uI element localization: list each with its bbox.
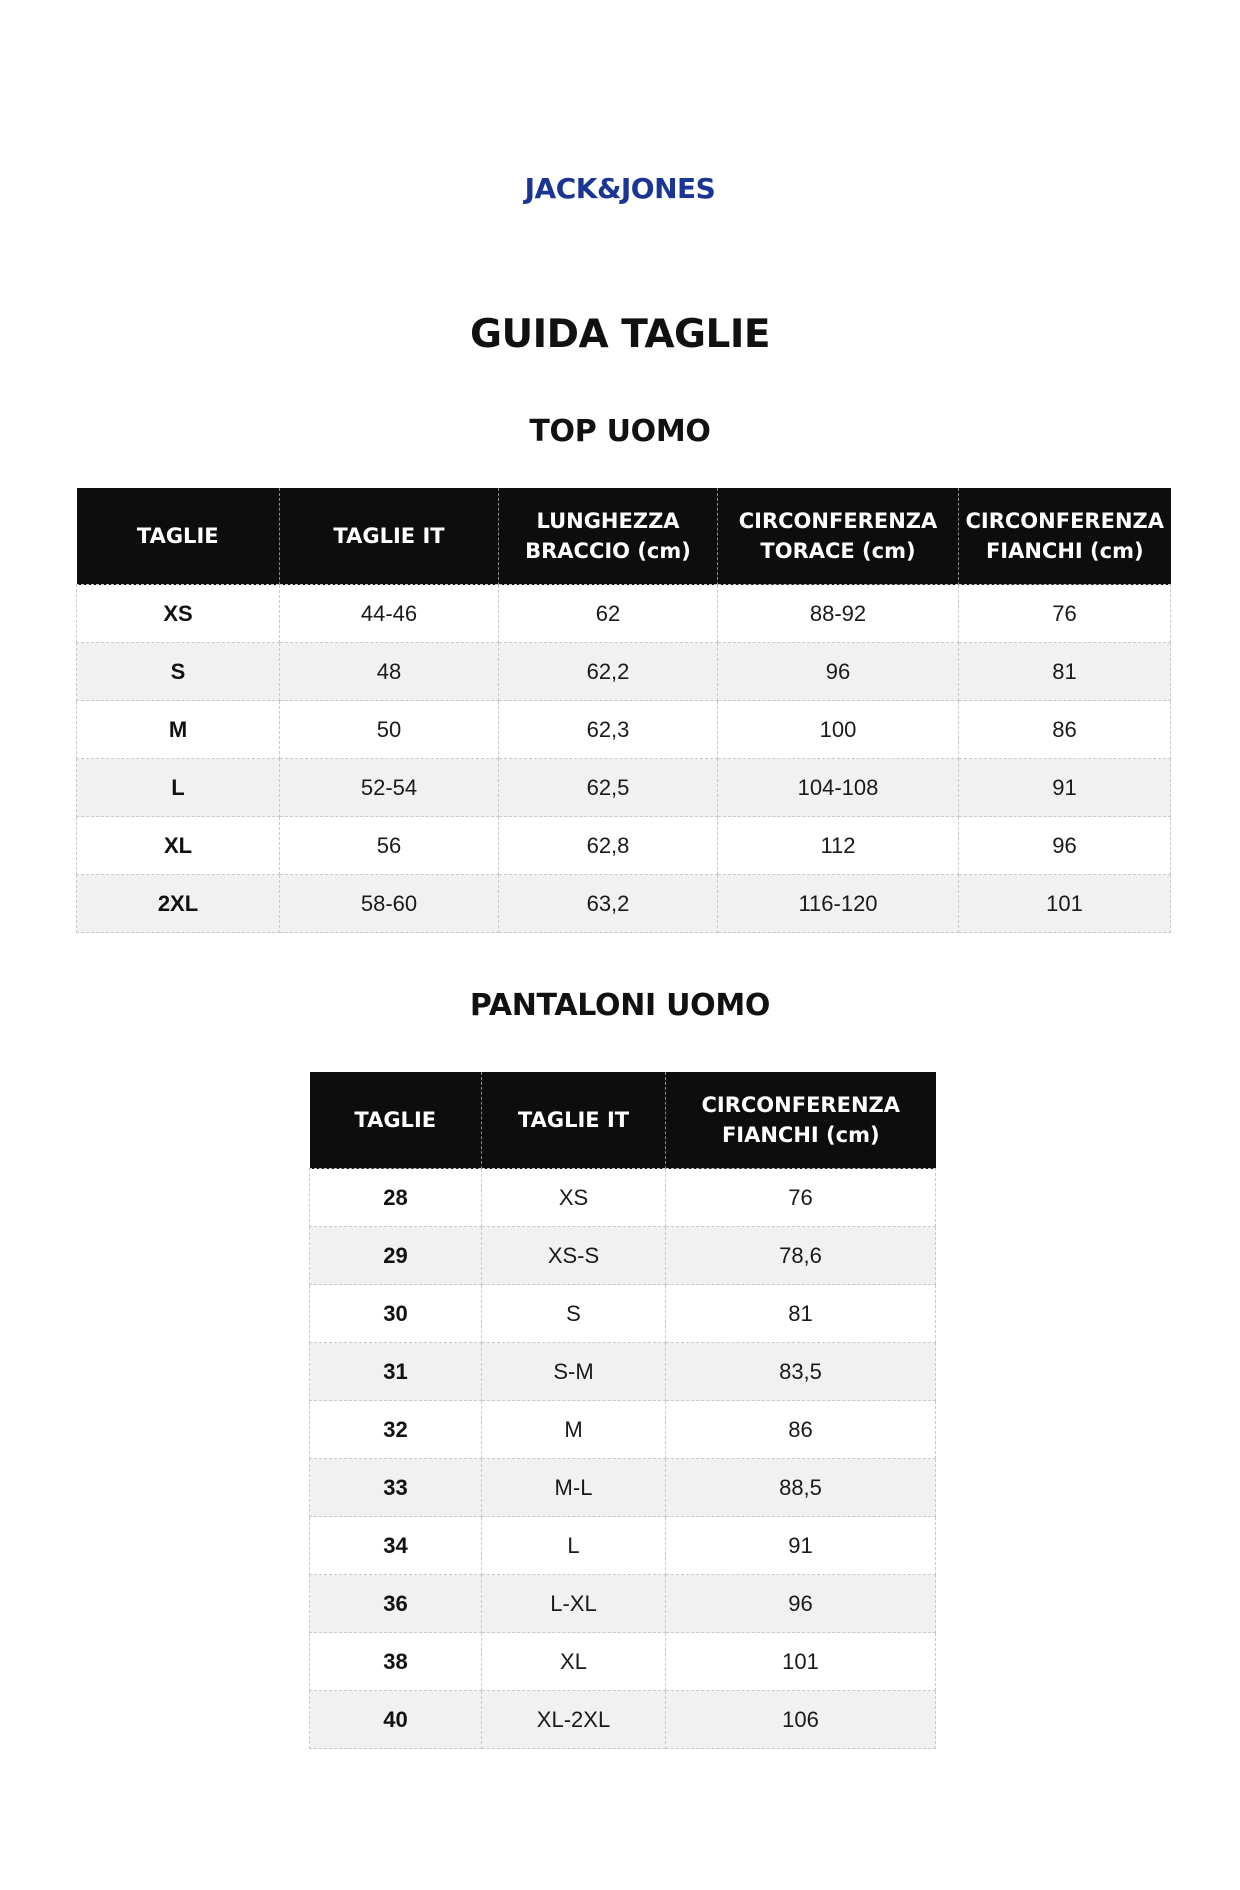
table-cell: 58-60 — [280, 875, 499, 933]
top-header-lunghezza-braccio: LUNGHEZZA BRACCIO (cm) — [499, 488, 718, 585]
table-cell: 86 — [666, 1401, 936, 1459]
top-header-taglie-it: TAGLIE IT — [280, 488, 499, 585]
table-cell: 86 — [959, 701, 1171, 759]
page-title: GUIDA TAGLIE — [469, 312, 771, 357]
pants-size-table — [309, 1072, 936, 1749]
pants-header-taglie-it: TAGLIE IT — [482, 1072, 666, 1169]
size-cell: 33 — [310, 1459, 482, 1517]
table-cell: 91 — [666, 1517, 936, 1575]
table-cell: XS — [482, 1169, 666, 1227]
top-section-title: TOP UOMO — [529, 414, 711, 449]
table-cell: 96 — [666, 1575, 936, 1633]
table-cell: 44-46 — [280, 585, 499, 643]
table-cell: 88,5 — [666, 1459, 936, 1517]
table-row — [310, 1285, 936, 1343]
size-cell: 29 — [310, 1227, 482, 1285]
size-cell: XL — [77, 817, 280, 875]
table-row — [310, 1227, 936, 1285]
top-table-header-row — [77, 488, 1171, 585]
table-cell: 88-92 — [718, 585, 959, 643]
table-cell: M — [482, 1401, 666, 1459]
table-cell: 62,8 — [499, 817, 718, 875]
top-size-table — [76, 488, 1171, 933]
table-row — [310, 1169, 936, 1227]
table-cell: 91 — [959, 759, 1171, 817]
table-cell: XL — [482, 1633, 666, 1691]
table-cell: 62,2 — [499, 643, 718, 701]
table-cell: 62,3 — [499, 701, 718, 759]
table-cell: 104-108 — [718, 759, 959, 817]
table-row — [77, 701, 1171, 759]
table-cell: 116-120 — [718, 875, 959, 933]
table-row — [77, 585, 1171, 643]
table-row — [77, 875, 1171, 933]
table-cell: 78,6 — [666, 1227, 936, 1285]
table-cell: L-XL — [482, 1575, 666, 1633]
table-cell: 63,2 — [499, 875, 718, 933]
table-cell: S — [482, 1285, 666, 1343]
top-header-circonferenza-torace: CIRCONFERENZA TORACE (cm) — [718, 488, 959, 585]
top-header-circonferenza-fianchi: CIRCONFERENZA FIANCHI (cm) — [959, 488, 1171, 585]
table-row — [77, 817, 1171, 875]
table-cell: 101 — [666, 1633, 936, 1691]
pants-header-taglie: TAGLIE — [310, 1072, 482, 1169]
size-cell: 38 — [310, 1633, 482, 1691]
table-cell: 62 — [499, 585, 718, 643]
table-cell: 50 — [280, 701, 499, 759]
table-row — [310, 1401, 936, 1459]
size-cell: 40 — [310, 1691, 482, 1749]
table-cell: XL-2XL — [482, 1691, 666, 1749]
table-cell: 76 — [666, 1169, 936, 1227]
table-cell: 81 — [959, 643, 1171, 701]
size-cell: 2XL — [77, 875, 280, 933]
size-cell: L — [77, 759, 280, 817]
table-row — [310, 1343, 936, 1401]
table-row — [310, 1691, 936, 1749]
size-cell: 32 — [310, 1401, 482, 1459]
table-cell: 62,5 — [499, 759, 718, 817]
table-cell: 48 — [280, 643, 499, 701]
table-cell: 100 — [718, 701, 959, 759]
size-cell: S — [77, 643, 280, 701]
size-cell: 31 — [310, 1343, 482, 1401]
size-cell: 34 — [310, 1517, 482, 1575]
table-cell: 81 — [666, 1285, 936, 1343]
size-cell: XS — [77, 585, 280, 643]
size-cell: 36 — [310, 1575, 482, 1633]
size-cell: 28 — [310, 1169, 482, 1227]
table-cell: 112 — [718, 817, 959, 875]
table-cell: S-M — [482, 1343, 666, 1401]
table-row — [310, 1517, 936, 1575]
pants-table-header-row — [310, 1072, 936, 1169]
table-cell: 76 — [959, 585, 1171, 643]
top-header-taglie: TAGLIE — [77, 488, 280, 585]
table-cell: 56 — [280, 817, 499, 875]
pants-section-title: PANTALONI UOMO — [469, 988, 771, 1023]
table-cell: 96 — [959, 817, 1171, 875]
table-cell: 52-54 — [280, 759, 499, 817]
table-cell: 101 — [959, 875, 1171, 933]
table-row — [310, 1633, 936, 1691]
table-cell: 96 — [718, 643, 959, 701]
table-row — [77, 759, 1171, 817]
brand-logo: JACK&JONES — [524, 172, 716, 205]
table-row — [310, 1575, 936, 1633]
table-cell: 83,5 — [666, 1343, 936, 1401]
size-cell: 30 — [310, 1285, 482, 1343]
table-row — [77, 643, 1171, 701]
table-cell: M-L — [482, 1459, 666, 1517]
table-cell: L — [482, 1517, 666, 1575]
size-cell: M — [77, 701, 280, 759]
table-cell: 106 — [666, 1691, 936, 1749]
pants-header-circonferenza-fianchi: CIRCONFERENZA FIANCHI (cm) — [666, 1072, 936, 1169]
table-row — [310, 1459, 936, 1517]
table-cell: XS-S — [482, 1227, 666, 1285]
